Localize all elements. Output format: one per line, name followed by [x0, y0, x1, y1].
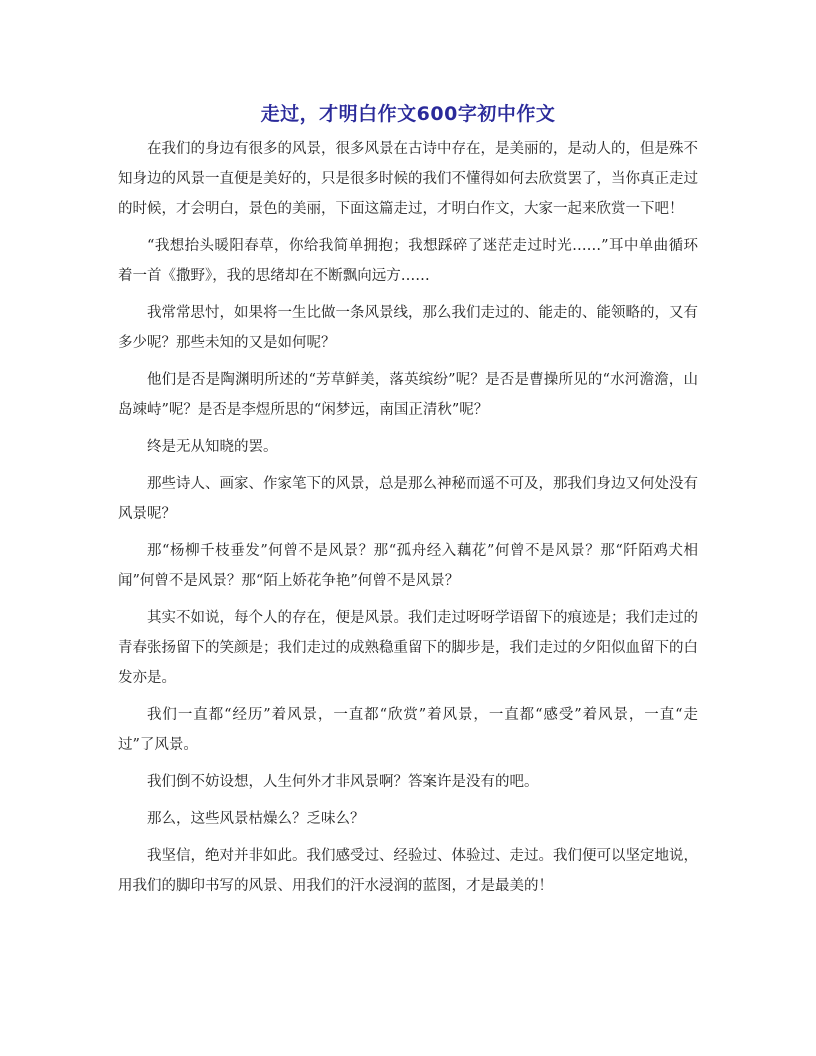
paragraph-8: 其实不如说，每个人的存在，便是风景。我们走过呀呀学语留下的痕迹是；我们走过的青春张扬留下的笑颜是；我们走过的成熟稳重留下的脚步是，我们走过的夕阳似血留下的白发亦是。: [118, 610, 698, 686]
document-page: [118, 100, 698, 908]
paragraph-4: 他们是否是陶渊明所述的“芳草鲜美，落英缤纷”呢？是否是曹操所见的“水河澹澹，山岛竦峙”呢？是否是李煜所思的“闲梦远，南国正清秋”呢？: [118, 372, 698, 418]
paragraph-3: 我常常思忖，如果将一生比做一条风景线，那么我们走过的、能走的、能领略的，又有多少呢？那些未知的又是如何呢？: [118, 305, 698, 351]
paragraph-11: 那么，这些风景枯燥么？乏味么？: [147, 811, 365, 827]
paragraph-5: 终是无从知晓的罢。: [147, 439, 278, 455]
paragraph-12: 我坚信，绝对并非如此。我们感受过、经验过、体验过、走过。我们便可以坚定地说，用我们的脚印书写的风景、用我们的汗水浸润的蓝图，才是最美的！: [118, 848, 698, 894]
paragraph-10: 我们倒不妨设想，人生何外才非风景啊？答案许是没有的吧。: [147, 774, 539, 790]
document-title: 走过，才明白作文600字初中作文: [260, 103, 556, 125]
paragraph-9: 我们一直都“经历”着风景，一直都“欣赏”着风景，一直都“感受”着风景，一直“走过”了风景。: [118, 707, 698, 753]
paragraph-1: 在我们的身边有很多的风景，很多风景在古诗中存在，是美丽的，是动人的，但是殊不知身边的风景一直便是美好的，只是很多时候的我们不懂得如何去欣赏罢了，当你真正走过的时候，才会明白，景色的美丽，下面这篇走过，才明白作文，大家一起来欣赏一下吧！: [118, 141, 698, 217]
paragraph-6: 那些诗人、画家、作家笔下的风景，总是那么神秘而遥不可及，那我们身边又何处没有风景呢？: [118, 476, 698, 522]
paragraph-2: “我想抬头暖阳春草，你给我简单拥抱；我想踩碎了迷茫走过时光……”耳中单曲循环着一首《撒野》，我的思绪却在不断飘向远方……: [118, 238, 698, 284]
paragraph-7: 那“杨柳千枝垂发”何曾不是风景？那“孤舟经入藕花”何曾不是风景？那“阡陌鸡犬相闻”何曾不是风景？那“陌上娇花争艳”何曾不是风景？: [118, 543, 698, 589]
